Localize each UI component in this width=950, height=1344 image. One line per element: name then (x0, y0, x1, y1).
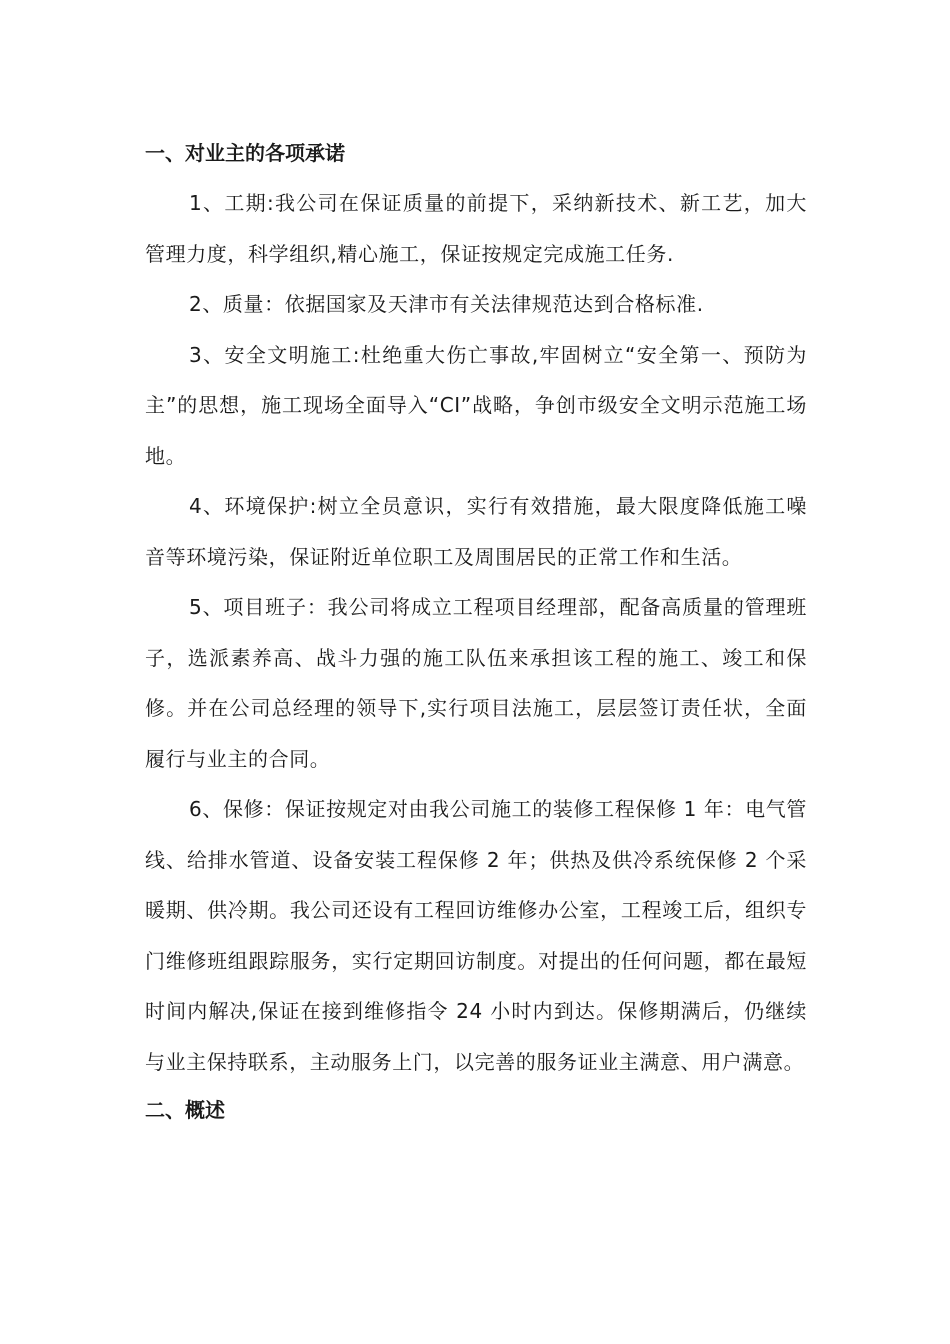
paragraph-quality: 2、质量：依据国家及天津市有关法律规范达到合格标准. (189, 292, 704, 316)
section-heading-commitments: 一、对业主的各项承诺 (145, 141, 345, 165)
document-page (145, 136, 807, 1127)
paragraph-project-team: 5、项目班子：我公司将成立工程项目经理部，配备高质量的管理班子，选派素养高、战斗力强的施工队伍来承担该工程的施工、竣工和保修。并在公司总经理的领导下,实行项目法施工，层层签订责任状，全面履行与业主的合同。 (145, 595, 807, 771)
section-heading-overview: 二、概述 (145, 1098, 225, 1122)
paragraph-environment: 4、环境保护:树立全员意识，实行有效措施，最大限度降低施工噪音等环境污染，保证附近单位职工及周围居民的正常工作和生活。 (145, 494, 807, 569)
paragraph-schedule: 1、工期:我公司在保证质量的前提下，采纳新技术、新工艺，加大管理力度，科学组织,精心施工，保证按规定完成施工任务. (145, 191, 807, 266)
paragraph-warranty: 6、保修：保证按规定对由我公司施工的装修工程保修 1 年：电气管线、给排水管道、设备安装工程保修 2 年；供热及供冷系统保修 2 个采暖期、供冷期。我公司还设有工程回访维修办公室，工程竣工后，组织专门维修班组跟踪服务，实行定期回访制度。对提出的任何问题，都在最短时间内解决,保证在接到维修指令 24 小时内到达。保修期满后，仍继续与业主保持联系，主动服务上门，以完善的服务证业主满意、用户满意。 (145, 797, 807, 1074)
paragraph-safety: 3、安全文明施工:杜绝重大伤亡事故,牢固树立“安全第一、预防为主”的思想，施工现场全面导入“CI”战略，争创市级安全文明示范施工场地。 (145, 342, 807, 468)
